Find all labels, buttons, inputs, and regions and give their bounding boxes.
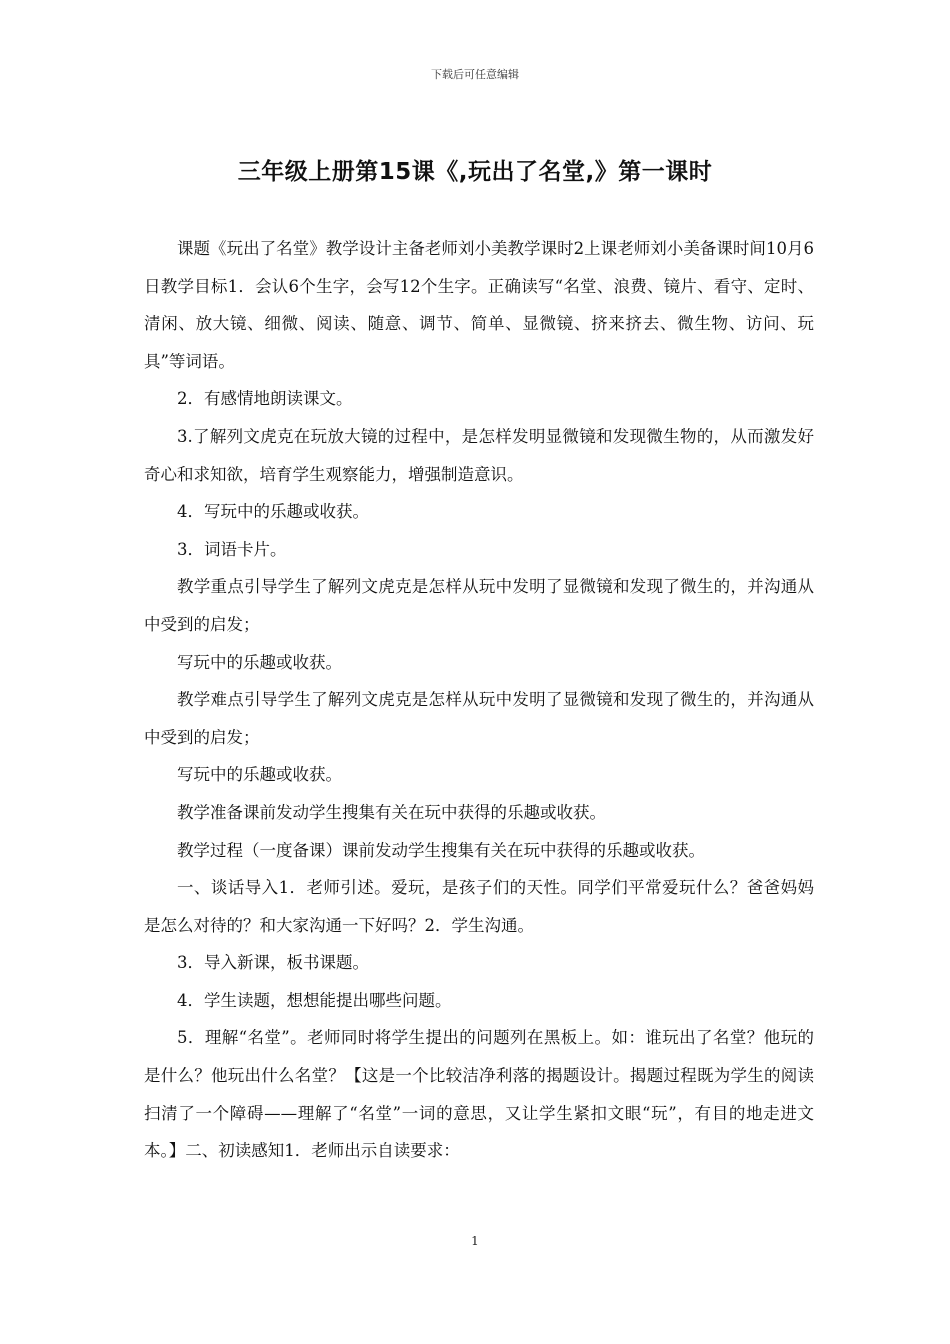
paragraph: 教学重点引导学生了解列文虎克是怎样从玩中发明了显微镜和发现了微生的，并沟通从中受到的启发； <box>144 577 814 634</box>
paragraph: 一、谈话导入1．老师引述。爱玩，是孩子们的天性。同学们平常爱玩什么？爸爸妈妈是怎么对待的？和大家沟通一下好吗？2．学生沟通。 <box>144 878 814 935</box>
paragraph: 5．理解“名堂”。老师同时将学生提出的问题列在黑板上。如：谁玩出了名堂？他玩的是什么？他玩出什么名堂？【这是一个比较洁净利落的揭题设计。揭题过程既为学生的阅读扫清了一个障碍——理解了“名堂”一词的意思，又让学生紧扣文眼“玩”，有目的地走进文本。】二、初读感知1．老师出示自读要求： <box>144 1028 814 1161</box>
paragraph: 3．导入新课，板书课题。 <box>177 953 369 973</box>
page-number: 1 <box>471 1234 479 1248</box>
document-title: 三年级上册第15课《,玩出了名堂,》第一课时 <box>237 159 713 185</box>
paragraph: 2．有感情地朗读课文。 <box>177 389 353 409</box>
paragraph: 课题《玩出了名堂》教学设计主备老师刘小美教学课时2上课老师刘小美备课时间10月6日教学目标1．会认6个生字，会写12个生字。正确读写“名堂、浪费、镜片、看守、定时、清闲、放大镜、细微、阅读、随意、调节、简单、显微镜、挤来挤去、微生物、访问、玩具”等词语。 <box>144 239 814 371</box>
page-header-note: 下载后可任意编辑 <box>431 68 519 81</box>
paragraph: 写玩中的乐趣或收获。 <box>177 652 342 672</box>
paragraph: 4．写玩中的乐趣或收获。 <box>177 502 369 522</box>
paragraph: 4．学生读题，想想能提出哪些问题。 <box>177 990 452 1010</box>
paragraph: 3.了解列文虎克在玩放大镜的过程中，是怎样发明显微镜和发现微生物的，从而激发好奇心和求知欲，培育学生观察能力，增强制造意识。 <box>144 426 814 484</box>
paragraph: 写玩中的乐趣或收获。 <box>177 765 342 785</box>
paragraph: 教学准备课前发动学生搜集有关在玩中获得的乐趣或收获。 <box>177 802 606 822</box>
paragraph: 教学过程（一度备课）课前发动学生搜集有关在玩中获得的乐趣或收获。 <box>177 840 705 860</box>
document-body <box>144 230 814 1170</box>
paragraph: 3．词语卡片。 <box>177 539 287 559</box>
paragraph: 教学难点引导学生了解列文虎克是怎样从玩中发明了显微镜和发现了微生的，并沟通从中受到的启发； <box>144 690 814 747</box>
